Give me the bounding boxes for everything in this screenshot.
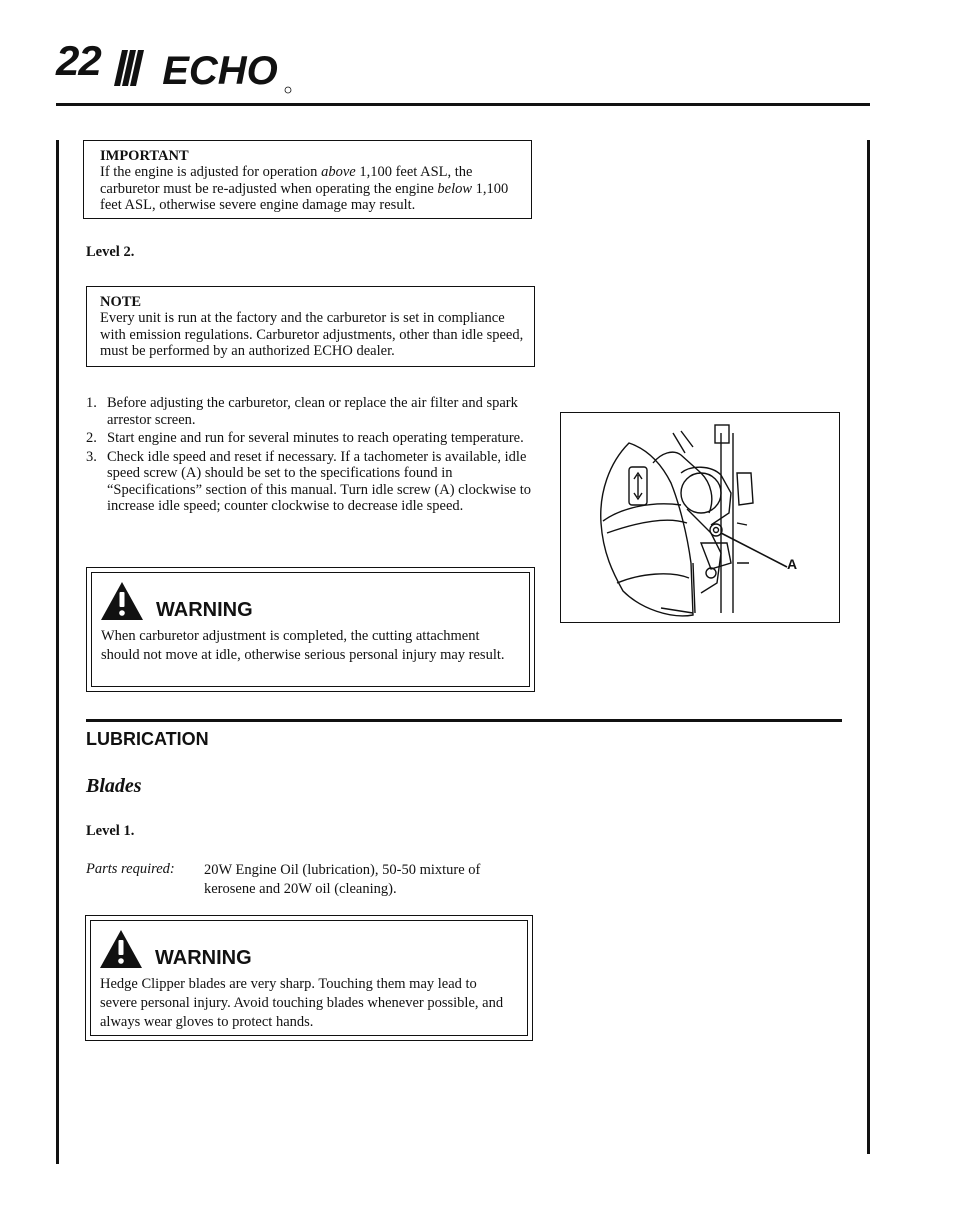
parts-required-label: Parts required: — [86, 861, 175, 877]
header-rule — [56, 103, 870, 106]
right-margin-rule — [867, 140, 870, 1154]
warning-triangle-icon — [100, 581, 144, 621]
note-box — [86, 286, 535, 367]
warning-title: WARNING — [156, 599, 253, 621]
warning-text: When carburetor adjustment is completed, the cutting attachment should not move at idle, otherwise serious personal injury may result. — [101, 628, 505, 663]
page-number: 22 — [56, 37, 101, 84]
level-2-label: Level 2. — [86, 244, 135, 260]
level-1-label: Level 1. — [86, 823, 135, 839]
callout-label-a: A — [787, 556, 798, 572]
section-title: LUBRICATION — [86, 729, 209, 749]
steps-list — [86, 395, 536, 517]
warning-box-blades — [85, 915, 533, 1041]
list-item: 2. Start engine and run for several minutes to reach operating temperature. — [86, 430, 524, 446]
important-text: If the engine is adjusted for operation above 1,100 feet ASL, the carburetor must be re-adjusted when operating the engine below 1,100 feet ASL, otherwise severe engine damage may result. — [100, 164, 509, 213]
note-title: NOTE — [100, 294, 142, 310]
warning-box-carburetor — [86, 567, 535, 692]
note-text: Every unit is run at the factory and the carburetor is set in compliance with emission regulations. Carburetor adjustments, other than idle speed, must be performed by an authorized ECHO dealer. — [100, 310, 524, 359]
carburetor-figure — [560, 412, 840, 623]
subsection-title: Blades — [86, 775, 142, 797]
carburetor-illustration — [561, 413, 839, 622]
list-item: 1. Before adjusting the carburetor, clean or replace the air filter and spark arrestor screen. — [86, 395, 518, 428]
warning-title: WARNING — [155, 947, 252, 969]
important-box — [83, 140, 532, 219]
svg-text:ECHO: ECHO — [162, 49, 278, 93]
warning-triangle-icon — [99, 929, 143, 969]
section-rule — [86, 719, 842, 722]
list-item: 3. Check idle speed and reset if necessary. If a tachometer is available, idle speed screw (A) should be set to the specifications found in “Specifications” section of this manual. Turn idle screw (A) clockwise to increase idle speed; counter clockwise to decrease idle speed. — [86, 448, 532, 514]
left-margin-rule — [56, 140, 59, 1164]
parts-required-value: 20W Engine Oil (lubrication), 50-50 mixture of kerosene and 20W oil (cleaning). — [204, 862, 481, 897]
echo-logo — [108, 48, 298, 94]
warning-text: Hedge Clipper blades are very sharp. Touching them may lead to severe personal injury. Avoid touching blades whenever possible, and always wear gloves to protect hands. — [100, 976, 504, 1030]
important-title: IMPORTANT — [100, 148, 189, 164]
